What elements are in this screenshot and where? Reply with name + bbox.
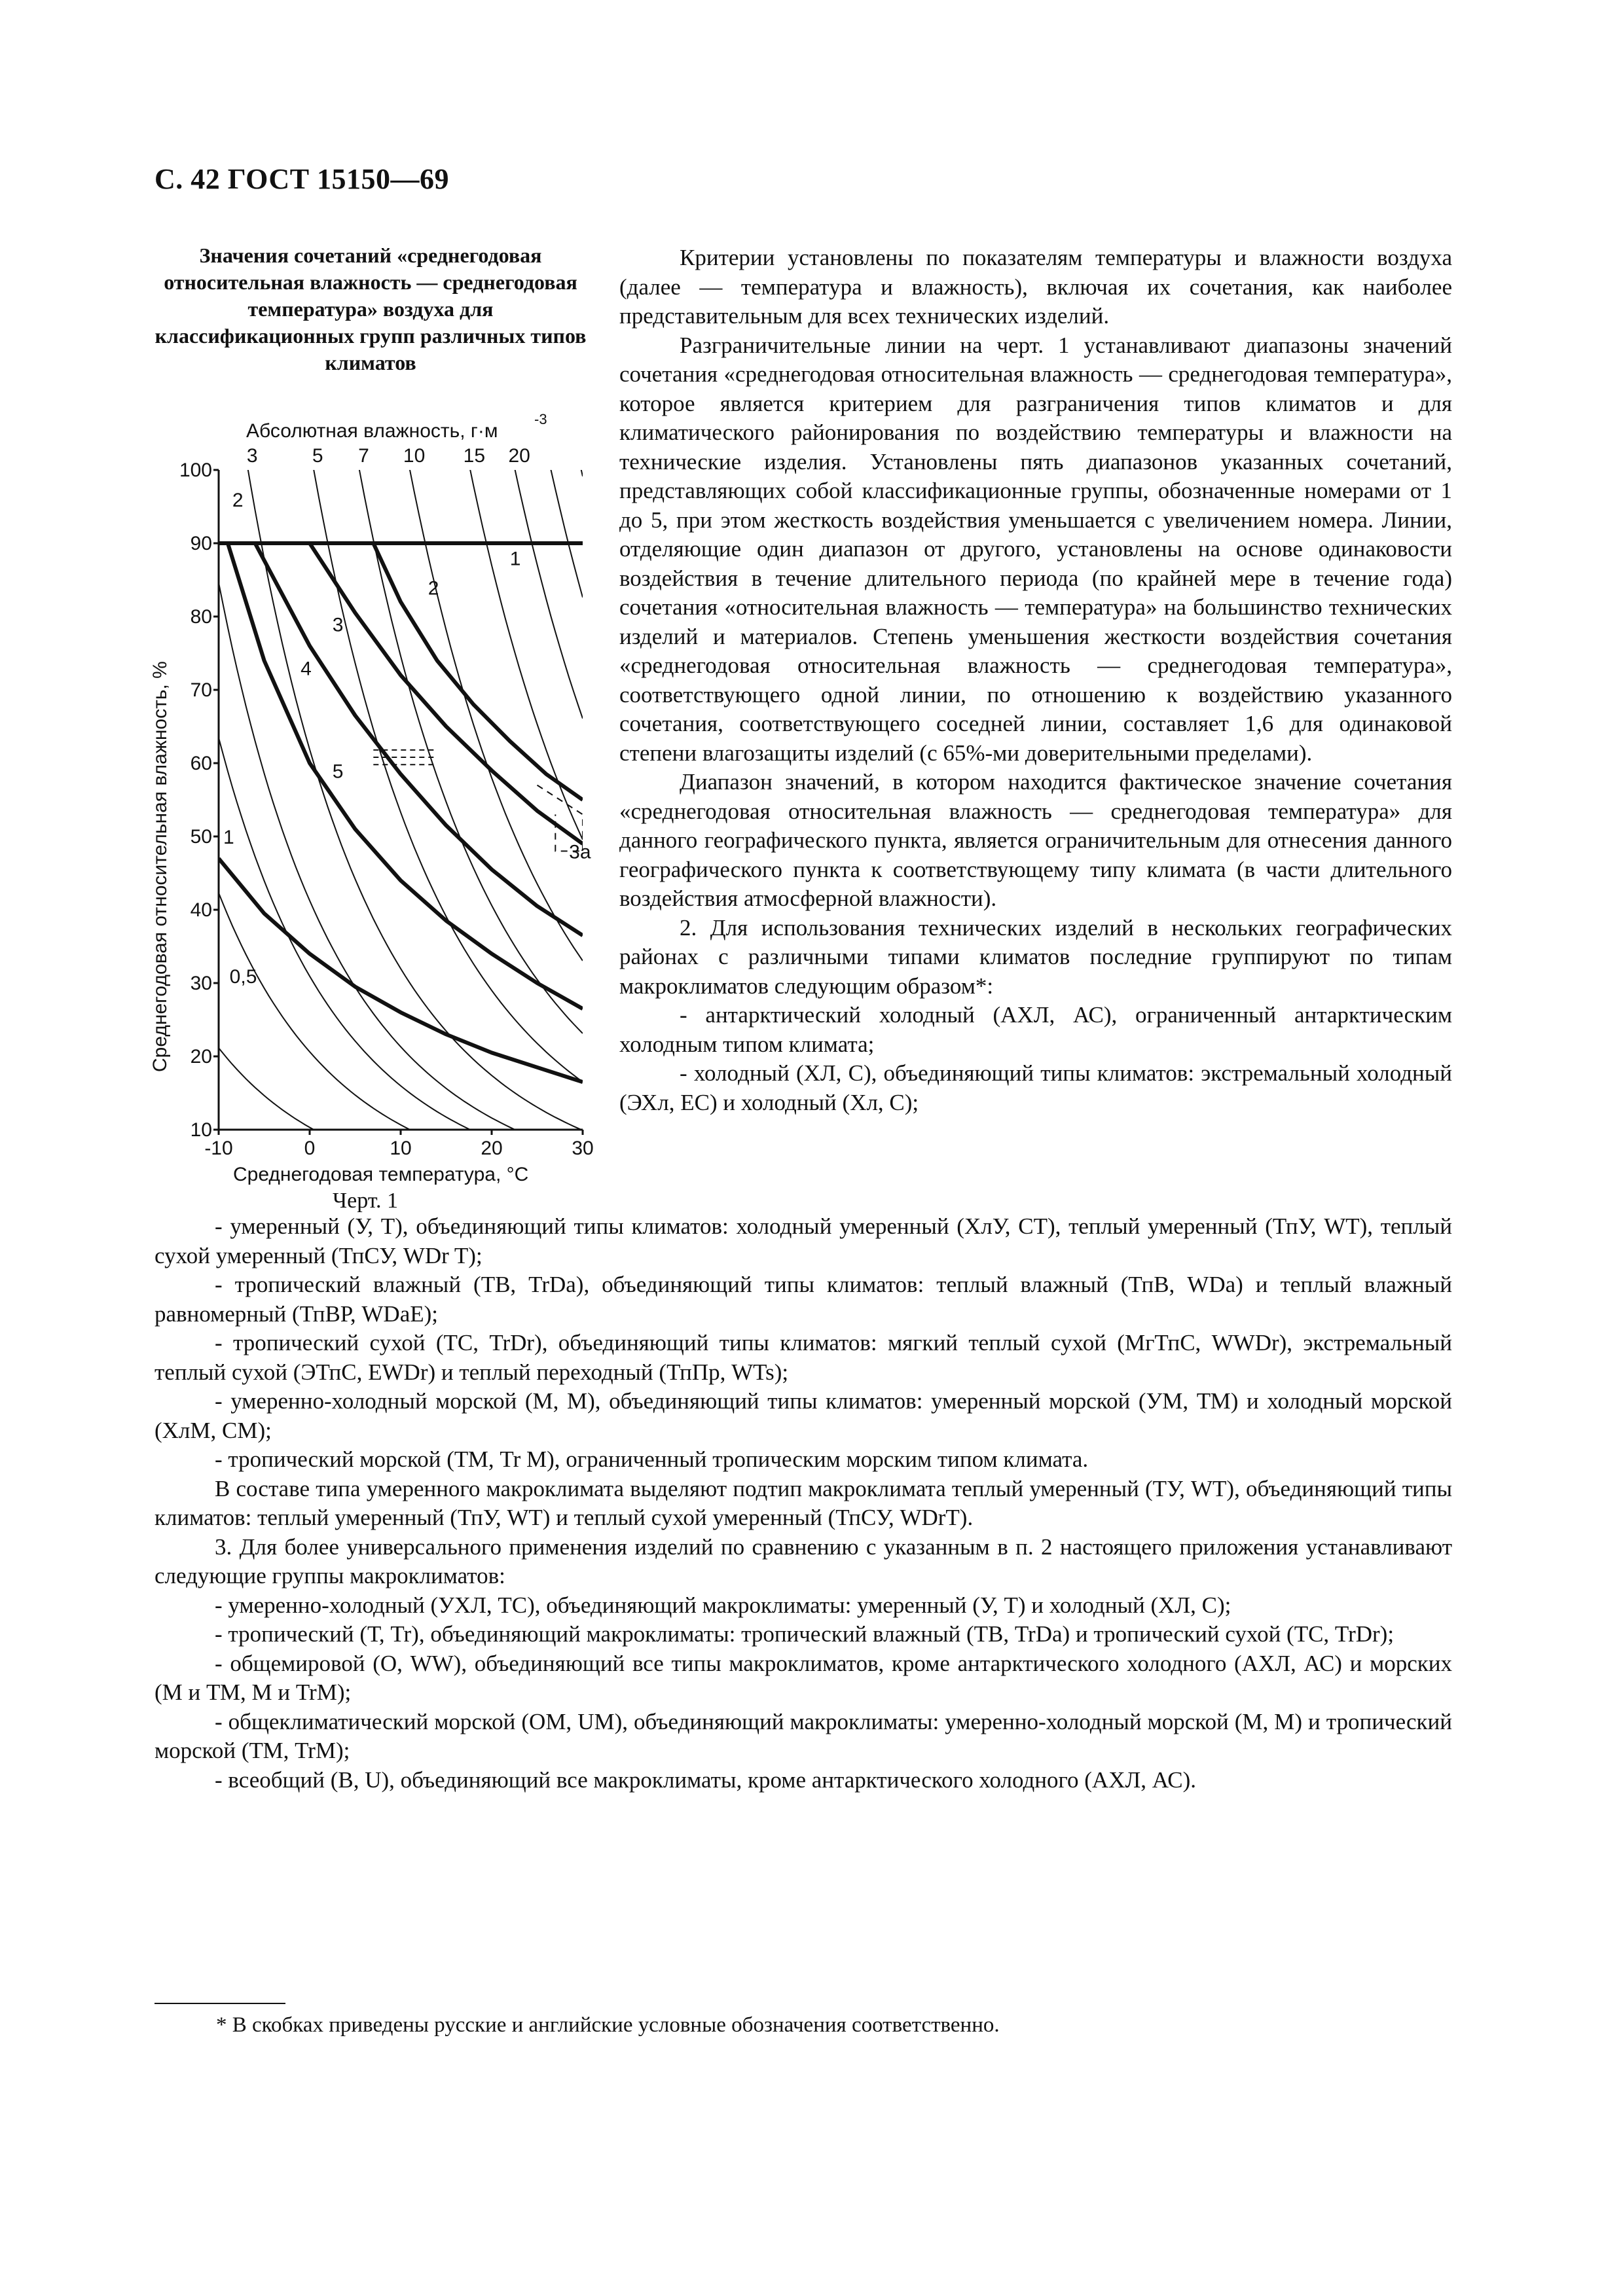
figure-caption: Черт. 1 (333, 1189, 399, 1213)
x-axis-label: Среднегодовая температура, °С (233, 1164, 529, 1185)
x-tick-label: 30 (572, 1138, 594, 1159)
x-tick-label: 0 (304, 1138, 316, 1159)
group-label: 5 (332, 761, 344, 783)
paragraph: - тропический сухой (ТС, TrDr), объединяющий типы климатов: мягкий теплый сухой (МгТпС, WWDr), экстремальный теплый сухой (ЭТпС, EWDr) и теплый переходный (ТпПр, WTs); (155, 1330, 1452, 1385)
paragraph: - умеренный (У, Т), объединяющий типы климатов: холодный умеренный (ХлУ, СТ), теплый умеренный (ТпУ, WT), теплый сухой умеренный (ТпСУ, WDr T); (155, 1213, 1452, 1268)
boundary-line-3 (310, 543, 583, 844)
paragraph: Критерии установлены по показателям температуры и влажности воздуха (далее — температура и влажность), включая их сочетания, как наиболее представительным для всех технических изделий. (619, 245, 1452, 329)
group-label: 4 (301, 658, 312, 680)
right-column-text (619, 243, 1452, 1117)
abs-humidity-curve (219, 273, 583, 1131)
boundary-line-5 (228, 543, 583, 1009)
paragraph: Разграничительные линии на черт. 1 устанавливают диапазоны значений сочетания «среднегодовая относительная влажность — среднегодовая температура», которое является критерием для разграничения типов климатов и для климатического районирования по воздействию температуры и влажности на технические изделия. Установлены пять диапазонов указанных сочетаний, представляющих собой классификационные группы, обозначенные номерами от 1 до 5, при этом жесткость воздействия уменьшается с увеличением номера. Линии, отделяющие один диапазон от другого, установлены на основе одинаковости воздействия в течение длительного периода (по крайней мере в течение года) сочетания «относительная влажность — температура» на большинство технических изделий и материалов. Степень уменьшения жесткости воздействия сочетания «среднегодовая относительная влажность — среднегодовая температура», соответствующего одной линии, по отношению к воздействию указанного сочетания, соответствующего соседней линии, составляет 1,6 для одинаковой степени влагозащиты изделий (с 65%-ми доверительными пределами). (619, 332, 1452, 766)
top-tick-label: 20 (508, 445, 530, 467)
y-tick-label: 100 (179, 459, 212, 481)
paragraph: - антарктический холодный (АХЛ, АС), ограниченный антарктическим холодным типом климата; (619, 1002, 1452, 1057)
top-tick-label: 15 (463, 445, 486, 467)
group-label: 1 (223, 827, 234, 849)
abs-humidity-curve (219, 0, 583, 961)
paragraph: - умеренно-холодный (УХЛ, ТС), объединяющий макроклиматы: умеренный (У, Т) и холодный (ХЛ, С); (215, 1592, 1231, 1618)
page-header: С. 42 ГОСТ 15150—69 (155, 163, 450, 195)
y-tick-label: 60 (190, 753, 212, 774)
y-axis-label: Среднегодовая относительная влажность, % (149, 661, 171, 1072)
boundary-line-1 (219, 859, 583, 1083)
y-tick-label: 20 (190, 1046, 212, 1067)
figure-title: Значения сочетаний «среднегодовая относительная влажность — среднегодовая температура» воздуха для классификационных групп различных типов климатов (155, 243, 587, 374)
y-tick-label: 30 (190, 973, 212, 994)
group-label: 0,5 (229, 966, 257, 988)
paragraph: - тропический (Т, Tr), объединяющий макроклиматы: тропический влажный (ТВ, TrDa) и тропический сухой (ТС, TrDr); (215, 1621, 1395, 1647)
paragraph: - общеклиматический морской (ОМ, UM), объединяющий макроклиматы: умеренно-холодный морской (М, М) и тропический морской (ТМ, TrM); (155, 1708, 1452, 1763)
body-text (155, 1212, 1452, 1795)
figure-block (155, 242, 587, 376)
paragraph: 2. Для использования технических изделий в нескольких географических районах с различными типами климатов последние группируют по типам макроклиматов следующим образом*: (619, 914, 1452, 999)
footnote: * В скобках приведены русские и английские условные обозначения соответственно. (216, 2013, 1000, 2037)
abs-humidity-curve (219, 583, 583, 1155)
footnote-divider (155, 2003, 285, 2004)
paragraph: - тропический морской (ТМ, Tr M), ограниченный тропическим морским типом климата. (215, 1446, 1089, 1472)
x-tick-label: -10 (204, 1138, 233, 1159)
group-label: 2 (428, 577, 439, 600)
y-tick-label: 70 (190, 679, 212, 701)
paragraph: - всеобщий (В, U), объединяющий все макроклиматы, кроме антарктического холодного (АХЛ, АС). (215, 1767, 1197, 1793)
group-label: 1 (509, 548, 521, 570)
paragraph: В составе типа умеренного макроклимата выделяют подтип макроклимата теплый умеренный (ТУ, WT), объединяющий типы климатов: теплый умеренный (ТпУ, WT) и теплый сухой умеренный (ТпСУ, WDrT). (155, 1475, 1452, 1530)
paragraph: 3. Для более универсального применения изделий по сравнению с указанным в п. 2 настоящего приложения устанавливают следующие группы макроклиматов: (155, 1534, 1452, 1588)
abs-humidity-curve (219, 893, 583, 1179)
x-tick-label: 20 (481, 1138, 503, 1159)
group-label: 2 (232, 490, 244, 511)
y-tick-label: 10 (190, 1119, 212, 1141)
y-tick-label: 40 (190, 899, 212, 921)
top-axis-label: Абсолютная влажность, г·м (246, 420, 498, 442)
abs-humidity-curve (219, 0, 583, 476)
paragraph: - умеренно-холодный морской (М, М), объединяющий типы климатов: умеренный морской (УМ, ТМ) и холодный морской (ХлМ, СМ); (155, 1388, 1452, 1443)
y-tick-label: 90 (190, 533, 212, 554)
top-tick-label: 5 (312, 445, 323, 467)
y-tick-label: 50 (190, 826, 212, 848)
paragraph: - тропический влажный (ТВ, TrDa), объединяющий типы климатов: теплый влажный (ТпВ, WDa) и теплый влажный равномерный (ТпВР, WDaE); (155, 1272, 1452, 1327)
paragraph: - общемировой (О, WW), объединяющий все типы макроклиматов, кроме антарктического холодного (АХЛ, АС) и морских (М и ТМ, М и TrM); (155, 1650, 1452, 1705)
top-axis-exponent: -3 (534, 411, 547, 427)
paragraph: - холодный (ХЛ, С), объединяющий типы климатов: экстремальный холодный (ЭХл, ЕС) и холодный (Хл, С); (619, 1060, 1452, 1115)
top-tick-label: 7 (358, 445, 369, 467)
top-tick-label: 10 (403, 445, 426, 467)
group-label: 3а (569, 841, 591, 863)
y-tick-label: 80 (190, 606, 212, 628)
top-tick-label: 3 (246, 445, 258, 467)
group-label: 3 (332, 614, 344, 636)
humidity-temperature-chart (149, 404, 600, 1185)
paragraph: Диапазон значений, в котором находится фактическое значение сочетания «среднегодовая относительная влажность — среднегодовая температура» для данного географического пункта, является ограничительным для отнесения данного географического пункта к соответствующему типу климата (в части длительного воздействия атмосферной влажности). (619, 769, 1452, 911)
x-tick-label: 10 (390, 1138, 412, 1159)
